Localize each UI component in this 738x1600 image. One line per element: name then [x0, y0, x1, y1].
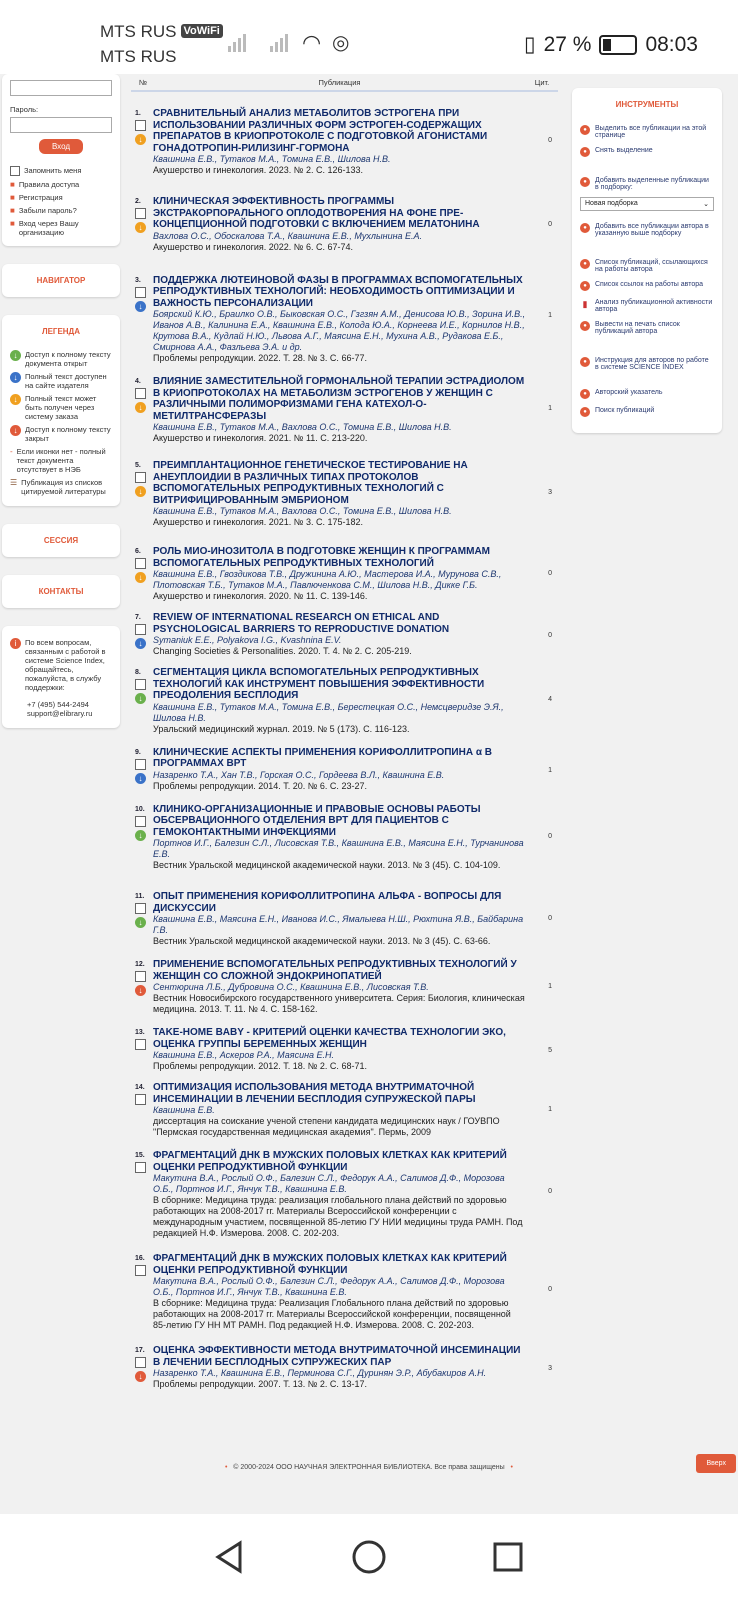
navigator-button[interactable]: НАВИГАТОР — [2, 264, 120, 297]
select-all-icon: ● — [580, 125, 590, 135]
pub-title[interactable]: СРАВНИТЕЛЬНЫЙ АНАЛИЗ МЕТАБОЛИТОВ ЭСТРОГЕНА ПРИ ИСПОЛЬЗОВАНИИ РАЗЛИЧНЫХ ФОРМ ЭСТРОГЕН-СОДЕРЖАЩИХ ПРЕПАРАТОВ В КРИОПРОТОКОЛЕ С ПОДГОТОВКОЙ АГОНИСТАМИ ГОНАДОТРОПИН-РИЛИЗИНГ-ГОРМОНА — [153, 108, 488, 154]
download-icon[interactable]: ↓ — [135, 301, 146, 312]
remember-label: Запомнить меня — [24, 166, 82, 175]
pub-source[interactable]: Акушерство и гинекология. 2021. № 3. С. 175-182. — [153, 517, 363, 527]
list-icon: ☰ — [10, 478, 18, 487]
pub-title[interactable]: ПРЕИМПЛАНТАЦИОННОЕ ГЕНЕТИЧЕСКОЕ ТЕСТИРОВАНИЕ НА АНЕУПЛОИДИИ В РАЗЛИЧНЫХ ТИПАХ ПРОТОКОЛОВ ВСПОМОГАТЕЛЬНЫХ РЕПРОДУКТИВНЫХ ТЕХНОЛОГИЙ С ВИТРИФИЦИРОВАННЫМ ЭМБРИОНОМ — [153, 460, 468, 506]
footer — [0, 1464, 738, 1471]
col-num: № — [139, 77, 148, 87]
pub-row — [131, 959, 558, 1015]
pub-number: 5. — [135, 462, 141, 469]
download-icon[interactable]: ↓ — [135, 402, 146, 413]
pub-row — [131, 1082, 558, 1138]
pub-number: 1. — [135, 110, 141, 117]
order-access-icon: ↓ — [10, 394, 21, 405]
legend-item: Доступ к полному тексту закрыт — [25, 425, 111, 443]
pub-authors: Квашнина Е.В., Тутаков М.А., Вахлова О.С., Томина Е.В., Шилова Н.В. — [153, 506, 452, 516]
pub-number: 17. — [135, 1347, 145, 1354]
legend-box — [2, 315, 120, 506]
pub-source[interactable]: Вестник Уральской медицинской академической науки. 2013. № 3 (45). С. 63-66. — [153, 936, 491, 946]
info-icon: i — [10, 638, 21, 649]
col-citations: Цит. — [534, 77, 550, 87]
viber-icon: ◎ — [332, 32, 350, 54]
pub-row — [131, 1150, 558, 1239]
pub-authors: Боярский К.Ю., Браилко О.В., Быковская О.С., Гзгзян А.М., Денисова Ю.В., Зорина И.В., Иванов А.В., Калинина Е.А., Квашнина Е.В., Колода Ю.А., Корнеева И.Е., Корнилов Н.В., Крутова В.А., Кудлай Н.Ю., Львова А.Г., Маясина Е.Н., Мухина А.В., Рудакова Е.Б., Смирнова А.А., Фазльева Э.А. и др. — [153, 309, 526, 352]
pub-row — [131, 108, 558, 176]
pub-source[interactable]: Проблемы репродукции. 2007. Т. 13. № 2. С. 13-17. — [153, 1379, 367, 1389]
pub-citations[interactable]: 1 — [548, 983, 552, 991]
tool-analysis[interactable]: Анализ публикационной активности автора — [595, 299, 713, 313]
pub-authors: Сентюрина Л.Б., Дубровина О.С., Квашнина Е.В., Лисовская Т.В. — [153, 982, 429, 992]
pub-title[interactable]: REVIEW OF INTERNATIONAL RESEARCH ON ETHICAL AND PSYCHOLOGICAL BARRIERS TO REPRODUCTIVE DONATION — [153, 612, 450, 635]
tool-add-all[interactable]: Добавить все публикации автора в указанную выше подборку — [595, 223, 709, 237]
download-icon[interactable]: ↓ — [135, 222, 146, 233]
search-icon: ● — [580, 407, 590, 417]
pub-rows — [131, 92, 558, 1390]
link-org-login[interactable]: Вход через Вашу организацию — [18, 219, 79, 237]
left-sidebar — [2, 74, 120, 746]
pub-number: 9. — [135, 748, 141, 756]
pub-title[interactable]: TAKE-HOME BABY - КРИТЕРИЙ ОЦЕНКИ КАЧЕСТВА ТЕХНОЛОГИИ ЭКО, ОЦЕНКА ГРУППЫ БЕРЕМЕННЫХ ЖЕНЩИН — [153, 1027, 506, 1050]
download-icon[interactable]: ↓ — [135, 985, 146, 996]
pub-authors: Квашнина Е.В. — [153, 1105, 215, 1115]
pub-source[interactable]: В сборнике: Медицина труда: Реализация Глобального плана действий по здоровью работающих на 2008-2017 гг. Материалы Всероссийской конференции, посвященной 85-летию ГУ НН МТ РАМН. Под редакцией Н.Ф. Измерова. 2008. С. 202-203. — [153, 1298, 511, 1330]
publisher-access-icon: ↓ — [10, 372, 21, 383]
publications-list — [131, 74, 558, 1390]
pub-source[interactable]: Уральский медицинский журнал. 2019. № 5 (173). С. 116-123. — [153, 723, 410, 734]
pub-source[interactable]: Changing Societies & Personalities. 2020. Т. 4. № 2. С. 205-219. — [153, 646, 412, 656]
pub-row — [131, 1345, 558, 1390]
pub-authors: Макутина В.А., Рослый О.Ф., Балезин С.Л., Федорук А.А., Салимов Д.Ф., Морозова О.Б., Портнов И.Г., Янчук Т.В., Квашнина Е.В. — [153, 1173, 505, 1194]
pub-citations[interactable]: 0 — [548, 832, 552, 840]
web-page — [0, 74, 738, 1514]
password-input[interactable] — [10, 117, 112, 133]
pub-authors: Квашнина Е.В., Тутаков М.А., Вахлова О.С., Томина Е.В., Шилова Н.В. — [153, 422, 452, 432]
pub-checkbox[interactable] — [135, 120, 146, 131]
pub-source[interactable]: диссертация на соискание ученой степени кандидата медицинских наук / ГОУВПО "Пермская государственная медицинская академия". Пермь, 2009 — [153, 1116, 500, 1137]
bullet-icon: ■ — [10, 219, 15, 228]
legend-item: Полный текст может быть получен через систему заказа — [25, 394, 97, 421]
pub-source[interactable]: Акушерство и гинекология. 2023. № 2. С. 126-133. — [153, 165, 363, 175]
login-button[interactable]: Вход — [39, 139, 83, 154]
pub-checkbox[interactable] — [135, 816, 146, 827]
vowifi-badge: VoWiFi — [181, 24, 223, 38]
pub-checkbox[interactable] — [135, 679, 146, 690]
pub-source[interactable]: Проблемы репродукции. 2022. Т. 28. № 3. С. 66-77. — [153, 353, 367, 363]
battery-icon — [599, 35, 637, 55]
tool-citing-list[interactable]: Список публикаций, ссылающихся на работы автора — [595, 259, 708, 273]
pub-number: 11. — [135, 893, 145, 900]
download-icon[interactable]: ↓ — [135, 638, 146, 649]
collection-select-value: Новая подборка — [585, 200, 638, 207]
tool-refs-list[interactable]: Список ссылок на работы автора — [595, 281, 704, 288]
pub-row — [131, 804, 558, 872]
link-access-rules[interactable]: Правила доступа — [18, 180, 80, 189]
back-icon[interactable] — [210, 1537, 250, 1577]
bullet-icon: ■ — [10, 193, 15, 202]
pub-checkbox[interactable] — [135, 388, 146, 399]
download-icon[interactable]: ↓ — [135, 134, 146, 145]
refs-list-icon: ● — [580, 281, 590, 291]
clock: 08:03 — [645, 32, 698, 56]
pub-number: 2. — [135, 198, 141, 205]
session-button[interactable]: СЕССИЯ — [2, 524, 120, 557]
pub-authors: Назаренко Т.А., Хан Т.В., Горская О.С., Гордеева В.Л., Квашнина Е.В. — [153, 769, 445, 780]
pub-citations[interactable]: 0 — [548, 1187, 552, 1195]
download-icon[interactable]: ↓ — [135, 830, 146, 841]
tools-panel — [572, 88, 722, 433]
pub-row — [131, 891, 558, 947]
pub-citations[interactable]: 0 — [548, 632, 552, 639]
support-text: По всем вопросам, связанным с работой в системе Science Index, обращайтесь, пожалуйста, в службу поддержки: — [25, 638, 106, 692]
table-header — [131, 74, 558, 92]
vibrate-icon: ▯ — [524, 33, 536, 56]
pub-authors: Макутина В.А., Рослый О.Ф., Балезин С.Л., Федорук А.А., Салимов Д.Ф., Морозова О.Б., Портнов И.Г., Янчук Т.В., Квашнина Е.В. — [153, 1276, 505, 1297]
deselect-icon: ● — [580, 147, 590, 157]
pub-title[interactable]: ВЛИЯНИЕ ЗАМЕСТИТЕЛЬНОЙ ГОРМОНАЛЬНОЙ ТЕРАПИИ ЭСТРАДИОЛОМ В КРИОПРОТОКОЛАХ НА МЕТАБОЛИЗМ ЭСТРОГЕНОВ У ЖЕНЩИН С РАЗЛИЧНЫМИ ПОЛИМОРФИЗМАМИ ГЕНА КАТЕХОЛ-О-МЕТИЛТРАНСФЕРАЗЫ — [153, 376, 525, 422]
pub-number: 15. — [135, 1152, 145, 1159]
signal-icon — [228, 34, 246, 52]
link-register[interactable]: Регистрация — [18, 193, 63, 202]
pub-row — [131, 546, 558, 602]
pub-citations[interactable]: 0 — [548, 220, 552, 228]
pub-citations[interactable]: 1 — [548, 405, 552, 413]
support-email[interactable]: support@elibrary.ru — [27, 709, 93, 718]
pub-checkbox[interactable] — [135, 208, 146, 219]
pub-citations[interactable]: 1 — [548, 766, 552, 774]
pub-authors: Квашнина Е.В., Аскеров Р.А., Маясина Е.Н. — [153, 1050, 335, 1060]
citing-list-icon: ● — [580, 259, 590, 269]
instructions-icon: ● — [580, 357, 590, 367]
pub-title[interactable]: КЛИНИЧЕСКАЯ ЭФФЕКТИВНОСТЬ ПРОГРАММЫ ЭКСТРАКОРПОРАЛЬНОГО ОПЛОДОТВОРЕНИЯ НА ФОНЕ ПРЕ-КОНЦЕПЦИОННОЙ ПОДГОТОВКИ С ВКЛЮЧЕНИЕМ МЕЛАТОНИНА — [153, 196, 480, 230]
pub-authors: Квашнина Е.В., Тутаков М.А., Томина Е.В., Шилова Н.В. — [153, 154, 391, 164]
bar-chart-icon: ▮ — [580, 299, 590, 309]
tool-instructions[interactable]: Инструкция для авторов по работе в системе SCIENCE INDEX — [595, 357, 709, 371]
pub-number: 12. — [135, 961, 145, 968]
android-nav-bar — [0, 1514, 738, 1600]
pub-checkbox[interactable] — [135, 1162, 146, 1173]
pub-citations[interactable]: 0 — [548, 1286, 552, 1294]
pub-authors: Портнов И.Г., Балезин С.Л., Лисовская Т.В., Квашнина Е.В., Маясина Е.Н., Турчанинова Е.В. — [153, 838, 524, 859]
pub-checkbox[interactable] — [135, 1265, 146, 1276]
pub-row — [131, 667, 558, 735]
chevron-down-icon: ⌄ — [703, 201, 709, 208]
pub-number: 3. — [135, 276, 141, 284]
pub-number: 10. — [135, 805, 145, 813]
pub-title[interactable]: КЛИНИЧЕСКИЕ АСПЕКТЫ ПРИМЕНЕНИЯ КОРИФОЛЛИТРОПИНА α В ПРОГРАММАХ ВРТ — [153, 746, 492, 769]
download-icon[interactable]: ↓ — [135, 773, 146, 784]
login-input[interactable] — [10, 80, 112, 96]
pub-title[interactable]: СЕГМЕНТАЦИЯ ЦИКЛА ВСПОМОГАТЕЛЬНЫХ РЕПРОДУКТИВНЫХ ТЕХНОЛОГИЙ КАК ИНСТРУМЕНТ ПОВЫШЕНИЯ ЭФФЕКТИВНОСТИ ПРЕОДОЛЕНИЯ БЕСПЛОДИЯ — [153, 667, 485, 701]
pub-citations[interactable]: 4 — [548, 696, 552, 703]
legend-item: Если иконки нет - полный текст документа отсутствует в НЭБ — [16, 447, 106, 474]
bullet-icon: ■ — [10, 206, 15, 215]
footer-dot: • — [510, 1464, 513, 1471]
download-icon[interactable]: ↓ — [135, 1371, 146, 1382]
pub-checkbox[interactable] — [135, 759, 146, 770]
tool-add-selected[interactable]: Добавить выделенные публикации в подборку: — [595, 177, 709, 191]
download-icon[interactable]: ↓ — [135, 693, 146, 704]
pub-citations[interactable]: 3 — [548, 489, 552, 497]
battery-percent: 27 % — [543, 32, 592, 56]
remember-checkbox[interactable] — [10, 166, 20, 176]
pub-citations[interactable]: 1 — [548, 1106, 552, 1114]
footer-dot: • — [225, 1464, 228, 1471]
pub-citations[interactable]: 1 — [548, 312, 552, 320]
pub-source[interactable]: Вестник Новосибирского государственного университета. Серия: Биология, клиническая медицина. 2013. Т. 11. № 4. С. 158-162. — [153, 993, 525, 1014]
legend-item: Полный текст доступен на сайте издателя — [25, 372, 107, 390]
pub-title[interactable]: КЛИНИКО-ОРГАНИЗАЦИОННЫЕ И ПРАВОВЫЕ ОСНОВЫ РАБОТЫ ОБСЕРВАЦИОННОГО ОТДЕЛЕНИЯ ВРТ ДЛЯ ПАЦИЕНТОВ С ГЕМОКОНТАКТНЫМИ ИНФЕКЦИЯМИ — [153, 803, 481, 838]
pub-row — [131, 1027, 558, 1072]
tool-select-all[interactable]: Выделить все публикации на этой странице — [595, 125, 707, 139]
contacts-button[interactable]: КОНТАКТЫ — [2, 575, 120, 608]
pub-row — [131, 1253, 558, 1331]
legend-item: Публикация из списков цитируемой литературы — [21, 478, 106, 496]
pub-checkbox[interactable] — [135, 1094, 146, 1105]
pub-number: 7. — [135, 614, 141, 621]
support-phone: +7 (495) 544-2494 — [27, 700, 89, 709]
pub-number: 6. — [135, 548, 141, 555]
status-bar — [0, 0, 738, 74]
pub-title[interactable]: ОПЫТ ПРИМЕНЕНИЯ КОРИФОЛЛИТРОПИНА АЛЬФА - ВОПРОСЫ ДЛЯ ДИСКУССИИ — [153, 891, 502, 914]
home-icon[interactable] — [349, 1537, 389, 1577]
pub-citations[interactable]: 0 — [548, 570, 552, 578]
print-icon: ● — [580, 321, 590, 331]
pub-number: 16. — [135, 1255, 145, 1262]
pub-checkbox[interactable] — [135, 1039, 146, 1050]
pub-title[interactable]: ОПТИМИЗАЦИЯ ИСПОЛЬЗОВАНИЯ МЕТОДА ВНУТРИМАТОЧНОЙ ИНСЕМИНАЦИИ В ЛЕЧЕНИИ БЕСПЛОДИЯ СУПРУЖЕСКОЙ ПАРЫ — [153, 1082, 476, 1105]
pub-checkbox[interactable] — [135, 971, 146, 982]
pub-row — [131, 747, 558, 792]
recents-icon[interactable] — [488, 1537, 528, 1577]
operator-1: MTS RUS — [100, 22, 177, 41]
pub-authors: Назаренко Т.А., Квашнина Е.В., Перминова С.Г., Дуринян Э.Р., Абубакиров А.Н. — [153, 1368, 487, 1378]
pub-source[interactable]: Акушерство и гинекология. 2020. № 11. С. 139-146. — [153, 591, 368, 601]
link-forgot-password[interactable]: Забыли пароль? — [18, 206, 77, 215]
pub-title[interactable]: ОЦЕНКА ЭФФЕКТИВНОСТИ МЕТОДА ВНУТРИМАТОЧНОЙ ИНСЕМИНАЦИИ В ЛЕЧЕНИИ БЕСПЛОДНЫХ СУПРУЖЕСКИХ ПАР — [153, 1345, 521, 1368]
tool-print[interactable]: Вывести на печать список публикаций автора — [595, 321, 680, 335]
pub-row — [131, 612, 558, 657]
dash-icon: - — [10, 447, 13, 456]
pub-title[interactable]: ФРАГМЕНТАЦИЙ ДНК В МУЖСКИХ ПОЛОВЫХ КЛЕТКАХ КАК КРИТЕРИЙ ОЦЕНКИ РЕПРОДУКТИВНОЙ ФУНКЦИИ — [153, 1150, 507, 1173]
support-box — [2, 626, 120, 728]
pub-citations[interactable]: 5 — [548, 1047, 552, 1054]
wifi-icon: ◠ — [302, 30, 322, 55]
pub-source[interactable]: Акушерство и гинекология. 2022. № 6. С. 67-74. — [153, 241, 353, 252]
pub-authors: Квашнина Е.В., Маясина Е.Н., Иванова И.С., Ямалыева Н.Ш., Рюхтина Я.В., Байбарина Г.В. — [153, 914, 524, 935]
scroll-top-button[interactable]: Вверх — [696, 1454, 736, 1473]
pub-authors: Вахлова О.С., Обоскалова Т.А., Квашнина Е.В., Мухлынина Е.А. — [153, 230, 423, 241]
pub-checkbox[interactable] — [135, 472, 146, 483]
pub-authors: Квашнина Е.В., Гвоздикова Т.В., Дружинина А.Ю., Мастерова И.А., Мурунова С.В., Плотовская Т.Б., Тутаков М.А., Павлюченкова С.М., Шилова Н.В., Дикке Г.Б. — [153, 569, 502, 590]
pub-citations[interactable]: 0 — [548, 137, 552, 145]
pub-number: 4. — [135, 378, 141, 385]
tool-author-index[interactable]: Авторский указатель — [595, 389, 663, 396]
add-selected-icon: ● — [580, 177, 590, 187]
collection-select[interactable] — [580, 197, 714, 211]
signal-icon-2 — [270, 34, 288, 52]
pub-checkbox[interactable] — [135, 1357, 146, 1368]
pub-number: 8. — [135, 669, 141, 676]
pub-checkbox[interactable] — [135, 287, 146, 298]
pub-row — [131, 196, 558, 253]
download-icon[interactable]: ↓ — [135, 486, 146, 497]
pub-title[interactable]: ПРИМЕНЕНИЕ ВСПОМОГАТЕЛЬНЫХ РЕПРОДУКТИВНЫХ ТЕХНОЛОГИЙ У ЖЕНЩИН СО СЛОЖНОЙ ЭНДОКРИНОПАТИЕЙ — [153, 959, 517, 982]
pub-source[interactable]: Проблемы репродукции. 2014. Т. 20. № 6. С. 23-27. — [153, 780, 367, 791]
pub-citations[interactable]: 0 — [548, 915, 552, 923]
pub-row — [131, 376, 558, 444]
pub-source[interactable]: В сборнике: Медицина труда: реализация глобального плана действий по здоровью работающих на 2008-2017 гг. Материалы Всероссийской конференции с международным участием, посвященной 85-летию ГУ НИИ медицины труда РАМН. Под редакцией Н.Ф. Измерова. 2008. С. 202-203. — [153, 1195, 523, 1238]
pub-source[interactable]: Вестник Уральской медицинской академической науки. 2013. № 3 (45). С. 104-109. — [153, 860, 501, 870]
pub-checkbox[interactable] — [135, 624, 146, 635]
author-index-icon: ● — [580, 389, 590, 399]
legend-title: ЛЕГЕНДА — [41, 327, 81, 336]
tool-search[interactable]: Поиск публикаций — [595, 407, 655, 414]
pub-source[interactable]: Акушерство и гинекология. 2021. № 11. С. 213-220. — [153, 433, 368, 443]
password-label: Пароль: — [10, 105, 39, 114]
operator-2: MTS RUS — [100, 47, 177, 66]
footer-copyright: © 2000-2024 ООО НАУЧНАЯ ЭЛЕКТРОННАЯ БИБЛИОТЕКА. Все права защищены — [233, 1464, 505, 1471]
pub-row — [131, 275, 558, 365]
closed-access-icon: ↓ — [10, 425, 21, 436]
add-all-icon: ● — [580, 223, 590, 233]
pub-checkbox[interactable] — [135, 903, 146, 914]
pub-title[interactable]: ФРАГМЕНТАЦИЙ ДНК В МУЖСКИХ ПОЛОВЫХ КЛЕТКАХ КАК КРИТЕРИЙ ОЦЕНКИ РЕПРОДУКТИВНОЙ ФУНКЦИИ — [153, 1253, 507, 1276]
pub-title[interactable]: ПОДДЕРЖКА ЛЮТЕИНОВОЙ ФАЗЫ В ПРОГРАММАХ ВСПОМОГАТЕЛЬНЫХ РЕПРОДУКТИВНЫХ ТЕХНОЛОГИЙ: НЕОБХОДИМОСТЬ ОПТИМИЗАЦИИ И ВАЖНОСТЬ ПЕРСОНАЛИЗАЦИИ — [153, 274, 523, 309]
pub-number: 13. — [135, 1029, 145, 1036]
bullet-icon: ■ — [10, 180, 15, 189]
pub-row — [131, 460, 558, 528]
download-icon[interactable]: ↓ — [135, 917, 146, 928]
pub-authors: Symaniuk E.E., Polyakova I.G., Kvashnina E.V. — [153, 635, 342, 645]
download-icon[interactable]: ↓ — [135, 572, 146, 583]
tool-deselect[interactable]: Снять выделение — [595, 147, 653, 154]
pub-citations[interactable]: 3 — [548, 1365, 552, 1372]
col-publication: Публикация — [318, 77, 361, 87]
login-box — [2, 74, 120, 246]
open-access-icon: ↓ — [10, 350, 21, 361]
legend-item: Доступ к полному тексту документа открыт — [25, 350, 111, 368]
pub-source[interactable]: Проблемы репродукции. 2012. Т. 18. № 2. С. 68-71. — [153, 1061, 367, 1071]
pub-checkbox[interactable] — [135, 558, 146, 569]
pub-authors: Квашнина Е.В., Тутаков М.А., Томина Е.В., Берестецкая О.С., Немсцверидзе Э.Я., Шилова Н.В. — [153, 701, 504, 723]
pub-title[interactable]: РОЛЬ МИО-ИНОЗИТОЛА В ПОДГОТОВКЕ ЖЕНЩИН К ПРОГРАММАМ ВСПОМОГАТЕЛЬНЫХ РЕПРОДУКТИВНЫХ ТЕХНОЛОГИЙ — [153, 546, 490, 569]
tools-title: ИНСТРУМЕНТЫ — [615, 100, 679, 109]
pub-number: 14. — [135, 1084, 145, 1091]
